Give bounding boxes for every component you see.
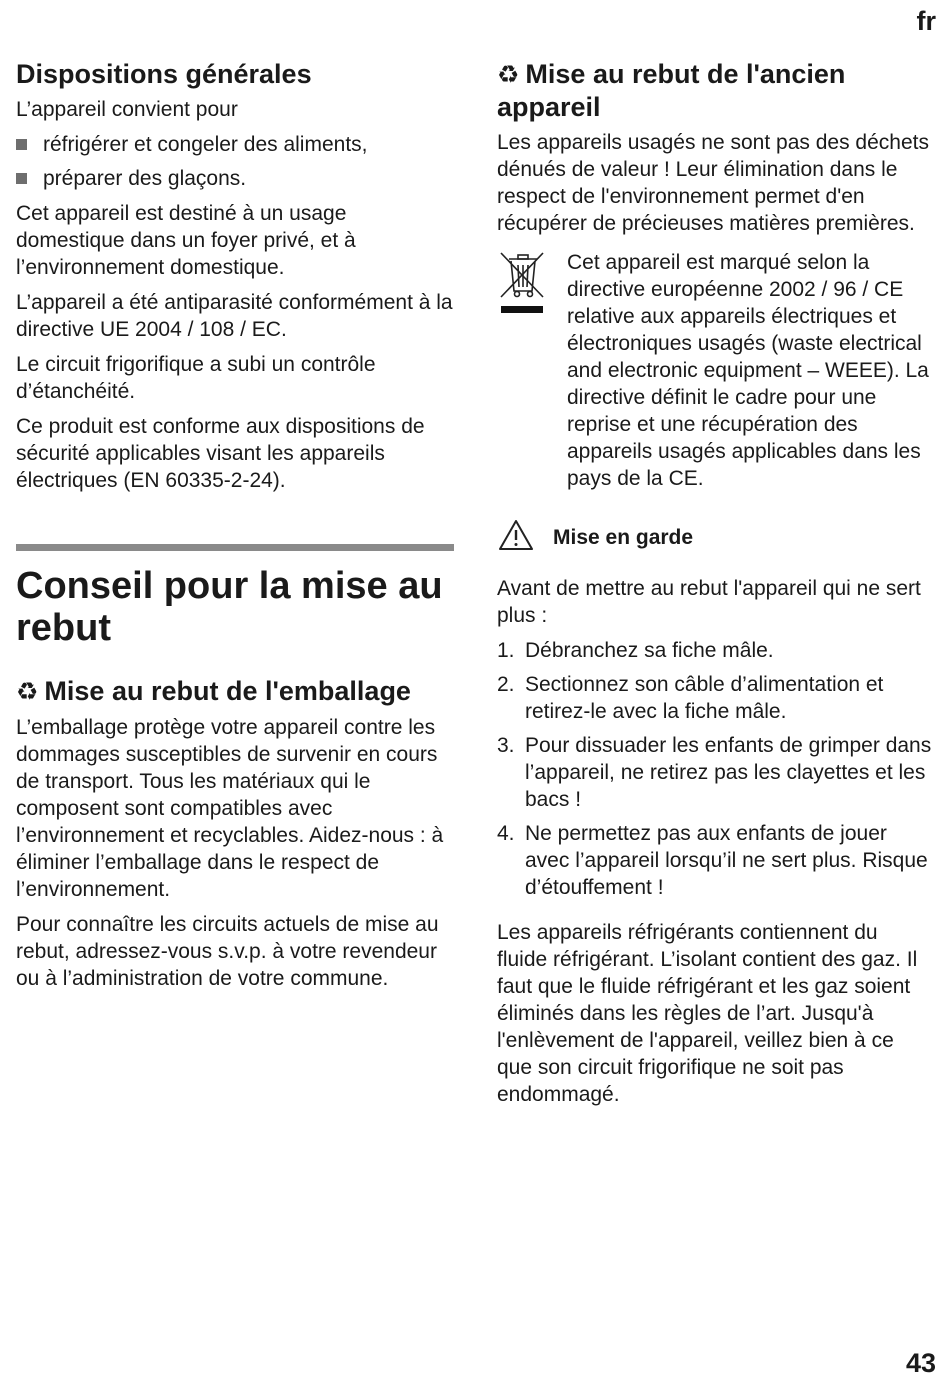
packaging-paragraph: Pour connaître les circuits actuels de mise au rebut, adressez-vous s.v.p. à votre revendeur ou à l’administration de votre commune.: [16, 913, 439, 990]
general-paragraph: L’appareil a été antiparasité conformément à la directive UE 2004 / 108 / EC.: [16, 291, 453, 341]
list-item: 1. Débranchez sa fiche mâle.: [497, 639, 774, 662]
list-item: 3. Pour dissuader les enfants de grimper dans l’appareil, ne retirez pas les clayettes et les bacs !: [497, 734, 932, 811]
list-item: 2. Sectionnez son câble d’alimentation et retirez-le avec la fiche mâle.: [497, 673, 884, 723]
general-section: [16, 58, 456, 494]
packaging-title: ♻ Mise au rebut de l'emballage: [16, 676, 411, 706]
disposal-section: [16, 565, 456, 992]
weee-text: Cet appareil est marqué selon la directive européenne 2002 / 96 / CE relative aux appareils électriques et électroniques usagés (waste electrical and electronic equipment – WEEE). La directive définit le cadre pour une reprise et une récupération des appareils usagés applicables dans les pays de la CE.: [567, 251, 929, 490]
general-paragraph: Cet appareil est destiné à un usage domestique dans un foyer privé, et à l’environnement domestique.: [16, 202, 356, 279]
steps-list: [497, 637, 933, 901]
warning-section: [497, 518, 933, 1108]
crossed-bin-icon: [497, 249, 567, 492]
page-number: 43: [905, 1348, 936, 1378]
weee-block: [497, 249, 933, 492]
old-appliance-intro: Les appareils usagés ne sont pas des déchets dénués de valeur ! Leur élimination dans le respect de l'environnement permet d'en récupérer de précieuses matières premières.: [497, 131, 929, 235]
recycle-icon: ♻: [16, 678, 39, 706]
warning-title: Mise en garde: [553, 525, 694, 549]
warning-triangle-icon: [497, 518, 535, 557]
bullet-square-icon: [16, 139, 27, 150]
warning-closing: Les appareils réfrigérants contiennent du fluide réfrigérant. L’isolant contient des gaz. Il faut que le fluide réfrigérant et les gaz soient éliminés dans les règles de l’art. Jusqu'à l'enlèvement de l'appareil, veillez bien à ce que son circuit frigorifique ne soit pas endommagé.: [497, 921, 918, 1106]
general-title: Dispositions générales: [16, 59, 312, 89]
section-divider: [16, 544, 454, 551]
general-paragraph: Ce produit est conforme aux dispositions de sécurité applicables visant les appareils électriques (EN 60335-2-24).: [16, 415, 425, 492]
disposal-title: Conseil pour la mise au rebut: [16, 565, 443, 649]
left-column: [16, 58, 456, 1000]
right-column: [497, 58, 933, 1116]
old-appliance-title: ♻ Mise au rebut de l'ancien appareil: [497, 59, 846, 122]
list-item: préparer des glaçons.: [16, 165, 456, 192]
general-paragraph: Le circuit frigorifique a subi un contrôle d’étanchéité.: [16, 353, 376, 403]
recycle-icon: ♻: [497, 61, 520, 89]
warning-header: [497, 518, 933, 557]
list-item: réfrigérer et congeler des aliments,: [16, 131, 456, 158]
language-label: fr: [916, 6, 936, 36]
general-intro: L’appareil convient pour: [16, 98, 238, 121]
old-appliance-section: [497, 58, 933, 492]
bullet-square-icon: [16, 173, 27, 184]
usage-list: [16, 131, 456, 192]
list-item: 4. Ne permettez pas aux enfants de jouer avec l’appareil lorsqu’il ne sert plus. Risque d’étouffement !: [497, 822, 928, 899]
warning-intro: Avant de mettre au rebut l'appareil qui ne sert plus :: [497, 577, 921, 627]
packaging-paragraph: L’emballage protège votre appareil contre les dommages susceptibles de survenir en cours de transport. Tous les matériaux qui le composent sont compatibles avec l’environnement et recyclables. Aidez-nous : à éliminer l’emballage dans le respect de l’environnement.: [16, 716, 444, 901]
